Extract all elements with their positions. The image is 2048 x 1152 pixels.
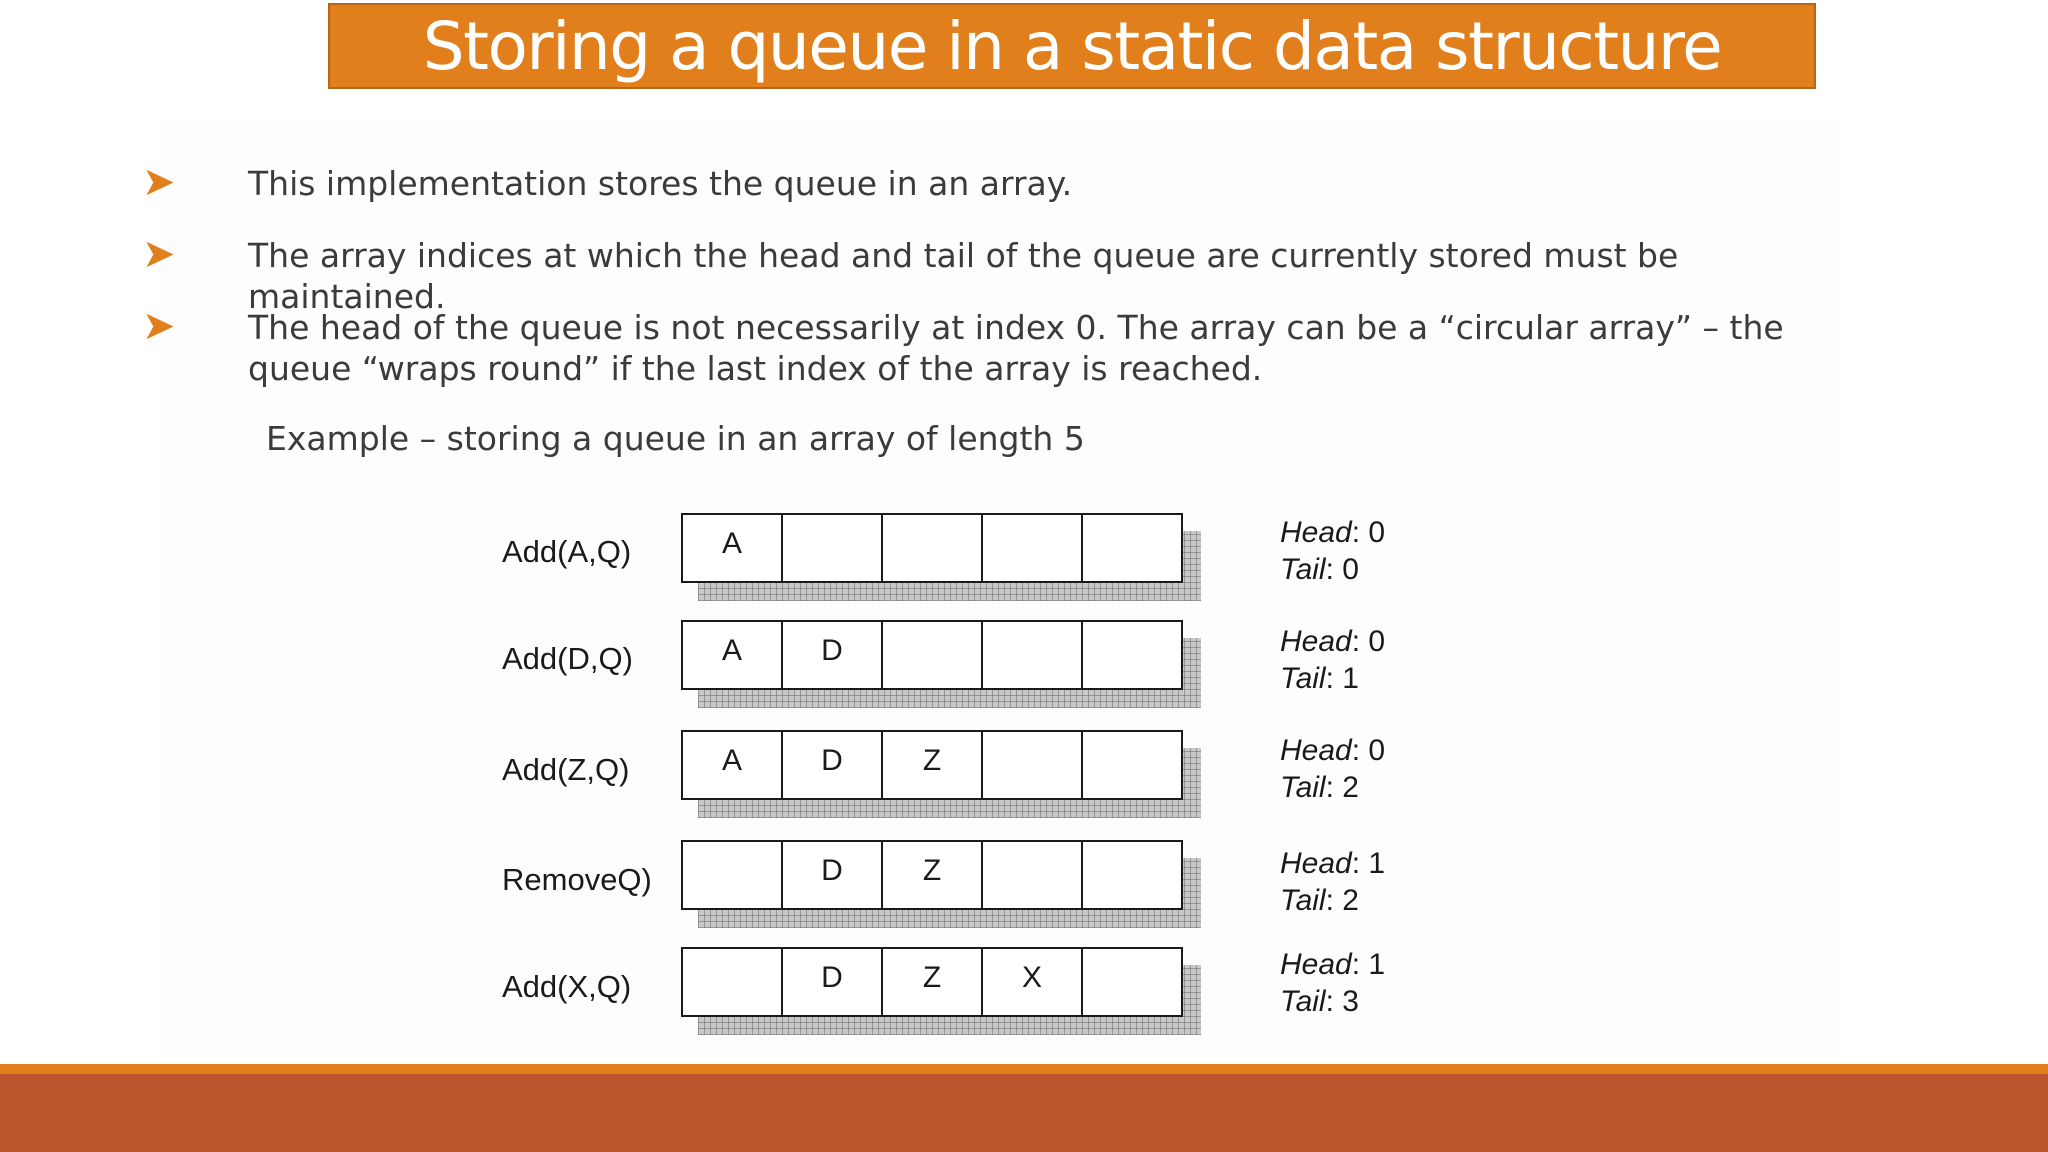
- head-tail-status: Head: 0 Tail: 1: [1280, 625, 1386, 695]
- tail-label: Tail: [1280, 553, 1326, 586]
- head-value: 1: [1368, 948, 1386, 981]
- queue-array: [681, 513, 1183, 583]
- head-label: Head: [1280, 516, 1352, 549]
- tail-value: 3: [1342, 985, 1359, 1018]
- array-cell: [883, 622, 983, 688]
- tail-value: 0: [1342, 553, 1359, 586]
- array-cell: [683, 949, 783, 1015]
- slide-title: Storing a queue in a static data structure: [328, 3, 1816, 89]
- array-cell: [783, 515, 883, 581]
- array-cell: [983, 842, 1083, 908]
- array-cell: Z: [883, 842, 983, 908]
- array-cell: A: [683, 622, 783, 688]
- head-value: 0: [1368, 625, 1386, 658]
- bullet-text: This implementation stores the queue in an array.: [248, 164, 1073, 203]
- array-cell: [983, 732, 1083, 798]
- head-label: Head: [1280, 847, 1352, 880]
- array-cell: [983, 622, 1083, 688]
- head-label: Head: [1280, 734, 1352, 767]
- arrowhead-bullet-icon: ➤: [142, 160, 176, 204]
- array-cell: [1083, 949, 1181, 1015]
- head-tail-status: Head: 1 Tail: 2: [1280, 847, 1386, 917]
- array-cell: A: [683, 515, 783, 581]
- array-cell: Z: [883, 732, 983, 798]
- array-cell: [683, 842, 783, 908]
- footer-band: [0, 1074, 2048, 1152]
- head-tail-status: Head: 0 Tail: 2: [1280, 734, 1386, 804]
- head-label: Head: [1280, 625, 1352, 658]
- example-caption: Example – storing a queue in an array of length 5: [266, 419, 1085, 458]
- queue-array: [681, 730, 1183, 800]
- array-cell: [983, 515, 1083, 581]
- tail-label: Tail: [1280, 662, 1326, 695]
- array-cell: [883, 515, 983, 581]
- arrowhead-bullet-icon: ➤: [142, 304, 176, 348]
- head-tail-status: Head: 1 Tail: 3: [1280, 948, 1386, 1018]
- array-cell: [1083, 515, 1181, 581]
- array-cell: D: [783, 949, 883, 1015]
- array-cell: Z: [883, 949, 983, 1015]
- array-cell: D: [783, 732, 883, 798]
- operation-label: Add(D,Q): [502, 641, 633, 676]
- head-label: Head: [1280, 948, 1352, 981]
- operation-label: Add(X,Q): [502, 969, 632, 1004]
- array-cell: X: [983, 949, 1083, 1015]
- array-cell: D: [783, 622, 883, 688]
- array-cell: [1083, 622, 1181, 688]
- head-value: 0: [1368, 516, 1386, 549]
- tail-label: Tail: [1280, 985, 1326, 1018]
- operation-label: Add(A,Q): [502, 534, 632, 569]
- tail-value: 2: [1342, 771, 1359, 804]
- queue-array: [681, 620, 1183, 690]
- bullet-text: The head of the queue is not necessarily at index 0. The array can be a “circular array” – the queue “wraps round” if the last index of the array is reached.: [248, 308, 1784, 388]
- operation-label: Add(Z,Q): [502, 752, 630, 787]
- footer-accent-line: [0, 1064, 2048, 1074]
- array-cell: [1083, 732, 1181, 798]
- array-cell: D: [783, 842, 883, 908]
- queue-array: [681, 947, 1183, 1017]
- head-value: 1: [1368, 847, 1386, 880]
- operation-label: RemoveQ): [502, 862, 652, 897]
- arrowhead-bullet-icon: ➤: [142, 232, 176, 276]
- head-tail-status: Head: 0 Tail: 0: [1280, 516, 1386, 586]
- queue-array: [681, 840, 1183, 910]
- bullet-text: The array indices at which the head and tail of the queue are currently stored must be maintained.: [248, 236, 1679, 316]
- tail-label: Tail: [1280, 771, 1326, 804]
- head-value: 0: [1368, 734, 1386, 767]
- array-cell: [1083, 842, 1181, 908]
- array-cell: A: [683, 732, 783, 798]
- tail-label: Tail: [1280, 884, 1326, 917]
- tail-value: 2: [1342, 884, 1359, 917]
- tail-value: 1: [1342, 662, 1359, 695]
